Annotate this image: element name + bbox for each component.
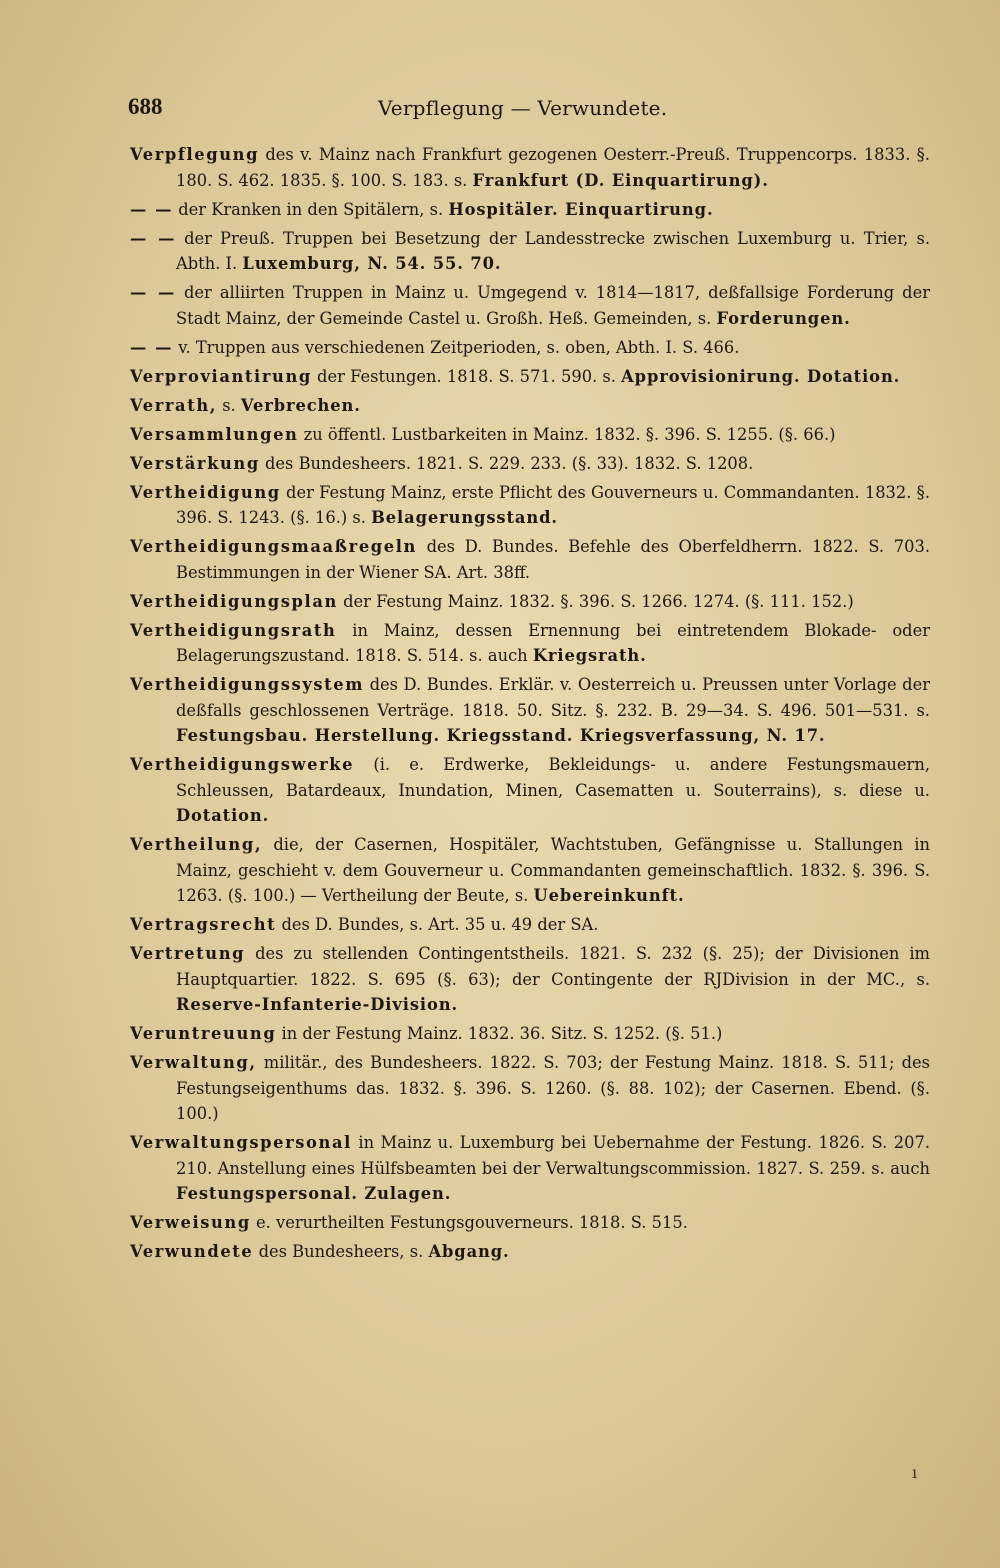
entry-text: des Bundesheers. 1821. S. 229. 233. (§. 33). 1832. S. 1208. xyxy=(259,453,754,473)
index-entry xyxy=(130,589,930,615)
entry-text: e. verurtheilten Festungsgouverneurs. 1818. S. 515. xyxy=(250,1213,688,1232)
entry-text: die, der Casernen, Hospitäler, Wachtstuben, Gefängnisse u. Stallungen in Mainz, geschieht v. dem Gouverneur u. Commandanten gemeinschaftlich. 1832. §. 396. S. 1263. (§. 100.) — Vertheilung der Beute, s. xyxy=(176,835,930,905)
running-head: Verpflegung — Verwundete. xyxy=(378,96,668,120)
entry-headword: — — xyxy=(130,199,174,219)
entry-cross-reference: Forderungen. xyxy=(716,308,851,328)
index-entry xyxy=(130,1239,930,1265)
entry-headword: Verwaltung, xyxy=(130,1053,257,1072)
index-entry xyxy=(130,534,930,585)
entry-text: der Festungen. 1818. S. 571. 590. s. xyxy=(311,366,622,386)
entry-text: der Kranken in den Spitälern, s. xyxy=(173,199,449,219)
index-entry xyxy=(130,197,930,223)
entry-cross-reference: Frankfurt (D. Einquartirung). xyxy=(472,170,769,190)
index-entry xyxy=(130,752,930,829)
index-entry xyxy=(130,226,930,277)
index-entry xyxy=(130,912,930,938)
entry-headword: Vertheidigungswerke xyxy=(130,755,355,774)
entry-cross-reference: Dotation. xyxy=(176,806,270,825)
entry-text: der Preuß. Truppen bei Besetzung der Landesstrecke zwischen Luxemburg u. Trier, s. Abth. I. xyxy=(175,228,930,273)
entry-headword: Verrath, xyxy=(130,395,218,415)
entry-headword: Veruntreuung xyxy=(130,1024,277,1043)
index-entry xyxy=(130,480,930,531)
entry-text: des Bundesheers, s. xyxy=(253,1242,429,1261)
entry-cross-reference: Festungsbau. Herstellung. Kriegsstand. Kriegsverfassung, N. 17. xyxy=(176,726,826,745)
index-entry xyxy=(130,941,930,1018)
entry-cross-reference: Uebereinkunft. xyxy=(533,886,685,905)
index-entry xyxy=(130,1050,930,1127)
entry-text: des D. Bundes. Befehle des Oberfeldherrn. 1822. S. 703. Bestimmungen in der Wiener SA. Art. 38ff. xyxy=(176,537,930,582)
entry-text: der Festung Mainz. 1832. §. 396. S. 1266. 1274. (§. 111. 152.) xyxy=(337,591,854,611)
entry-text: militär., des Bundesheers. 1822. S. 703; der Festung Mainz. 1818. S. 511; des Festungseigenthums das. 1832. §. 396. S. 1260. (§. 88. 102); der Casernen. Ebend. (§. 100.) xyxy=(176,1053,930,1123)
index-entry xyxy=(130,280,930,331)
index-entry xyxy=(130,618,930,669)
entry-text: der alliirten Truppen in Mainz u. Umgegend v. 1814—1817, deßfallsige Forderung der Stadt Mainz, der Gemeinde Castel u. Großh. Heß. Gemeinden, s. xyxy=(175,283,930,328)
entry-headword: Vertheidigungssystem xyxy=(130,675,365,694)
entry-cross-reference: Abgang. xyxy=(428,1242,510,1261)
entry-headword: — — xyxy=(130,337,174,357)
entry-headword: Verstärkung xyxy=(130,453,260,473)
index-entry xyxy=(130,422,930,448)
page-header xyxy=(128,94,928,128)
entry-headword: Verweisung xyxy=(130,1213,251,1232)
entry-text: in der Festung Mainz. 1832. 36. Sitz. S. 1252. (§. 51.) xyxy=(276,1024,723,1043)
entry-text: v. Truppen aus verschiedenen Zeitperioden, s. oben, Abth. I. S. 466. xyxy=(173,337,740,357)
stray-mark: ı xyxy=(912,1463,918,1482)
index-entry xyxy=(130,335,930,361)
index-entry xyxy=(130,393,930,419)
entry-headword: Vertretung xyxy=(130,944,246,963)
entry-headword: Vertheilung, xyxy=(130,835,263,854)
index-entry xyxy=(130,142,930,193)
index-entry xyxy=(130,1210,930,1236)
entry-text: in Mainz u. Luxemburg bei Uebernahme der Festung. 1826. S. 207. 210. Anstellung eines Hülfsbeamten bei der Verwaltungscommission. 1827. S. 259. s. auch xyxy=(176,1133,930,1178)
entry-cross-reference: Festungspersonal. Zulagen. xyxy=(176,1184,452,1203)
entry-headword: Vertheidigungsmaaßregeln xyxy=(130,537,417,556)
index-entry xyxy=(130,451,930,477)
entry-headword: Vertheidigung xyxy=(130,482,281,502)
entry-cross-reference: Hospitäler. Einquartirung. xyxy=(448,199,714,219)
entry-headword: Verwundete xyxy=(130,1242,254,1261)
entry-text: zu öffentl. Lustbarkeiten in Mainz. 1832. §. 396. S. 1255. (§. 66.) xyxy=(298,424,836,444)
entry-headword: — — xyxy=(130,228,176,248)
page-number: 688 xyxy=(128,94,163,119)
entry-cross-reference: Luxemburg, N. 54. 55. 70. xyxy=(242,254,502,273)
entry-headword: Vertheidigungsplan xyxy=(130,591,338,611)
entry-cross-reference: Approvisionirung. Dotation. xyxy=(621,366,901,386)
entry-cross-reference: Verbrechen. xyxy=(240,395,361,415)
index-entry xyxy=(130,1021,930,1047)
index-entry xyxy=(130,1130,930,1207)
entry-text: in Mainz, dessen Ernennung bei eintretendem Blokade- oder Belagerungszustand. 1818. S. 514. s. auch xyxy=(176,620,930,665)
entry-text: s. xyxy=(217,395,241,415)
entry-headword: Verwaltungspersonal xyxy=(130,1133,352,1152)
entry-cross-reference: Reserve-Infanterie-Division. xyxy=(176,995,459,1014)
entry-text: des zu stellenden Contingentstheils. 1821. S. 232 (§. 25); der Divisionen im Hauptquartier. 1822. S. 695 (§. 63); der Contingente der RJDivision in der MC., s. xyxy=(176,944,930,989)
entry-headword: Versammlungen xyxy=(130,424,299,444)
entry-headword: Verpflegung xyxy=(130,145,260,164)
entry-headword: Vertheidigungsrath xyxy=(130,620,337,640)
index-entries xyxy=(130,142,930,1268)
entry-cross-reference: Kriegsrath. xyxy=(532,646,647,665)
entry-headword: Vertragsrecht xyxy=(130,915,277,934)
index-entry xyxy=(130,364,930,390)
entry-text: (i. e. Erdwerke, Bekleidungs- u. andere Festungsmauern, Schleussen, Batardeaux, Inundation, Minen, Casematten u. Souterrains), s. diese u. xyxy=(176,755,930,800)
entry-headword: Verproviantirung xyxy=(130,366,312,386)
entry-cross-reference: Belagerungsstand. xyxy=(371,508,558,527)
index-entry xyxy=(130,672,930,749)
entry-text: des v. Mainz nach Frankfurt gezogenen Oesterr.-Preuß. Truppencorps. 1833. §. 180. S. 462. 1835. §. 100. S. 183. s. xyxy=(176,145,930,190)
entry-text: der Festung Mainz, erste Pflicht des Gouverneurs u. Commandanten. 1832. §. 396. S. 1243. (§. 16.) s. xyxy=(176,482,930,527)
index-entry xyxy=(130,832,930,909)
entry-text: des D. Bundes, s. Art. 35 u. 49 der SA. xyxy=(276,915,599,934)
entry-headword: — — xyxy=(130,283,176,302)
entry-text: des D. Bundes. Erklär. v. Oesterreich u. Preussen unter Vorlage der deßfalls geschlossenen Verträge. 1818. 50. Sitz. §. 232. B. 29—34. S. 496. 501—531. s. xyxy=(176,675,930,720)
